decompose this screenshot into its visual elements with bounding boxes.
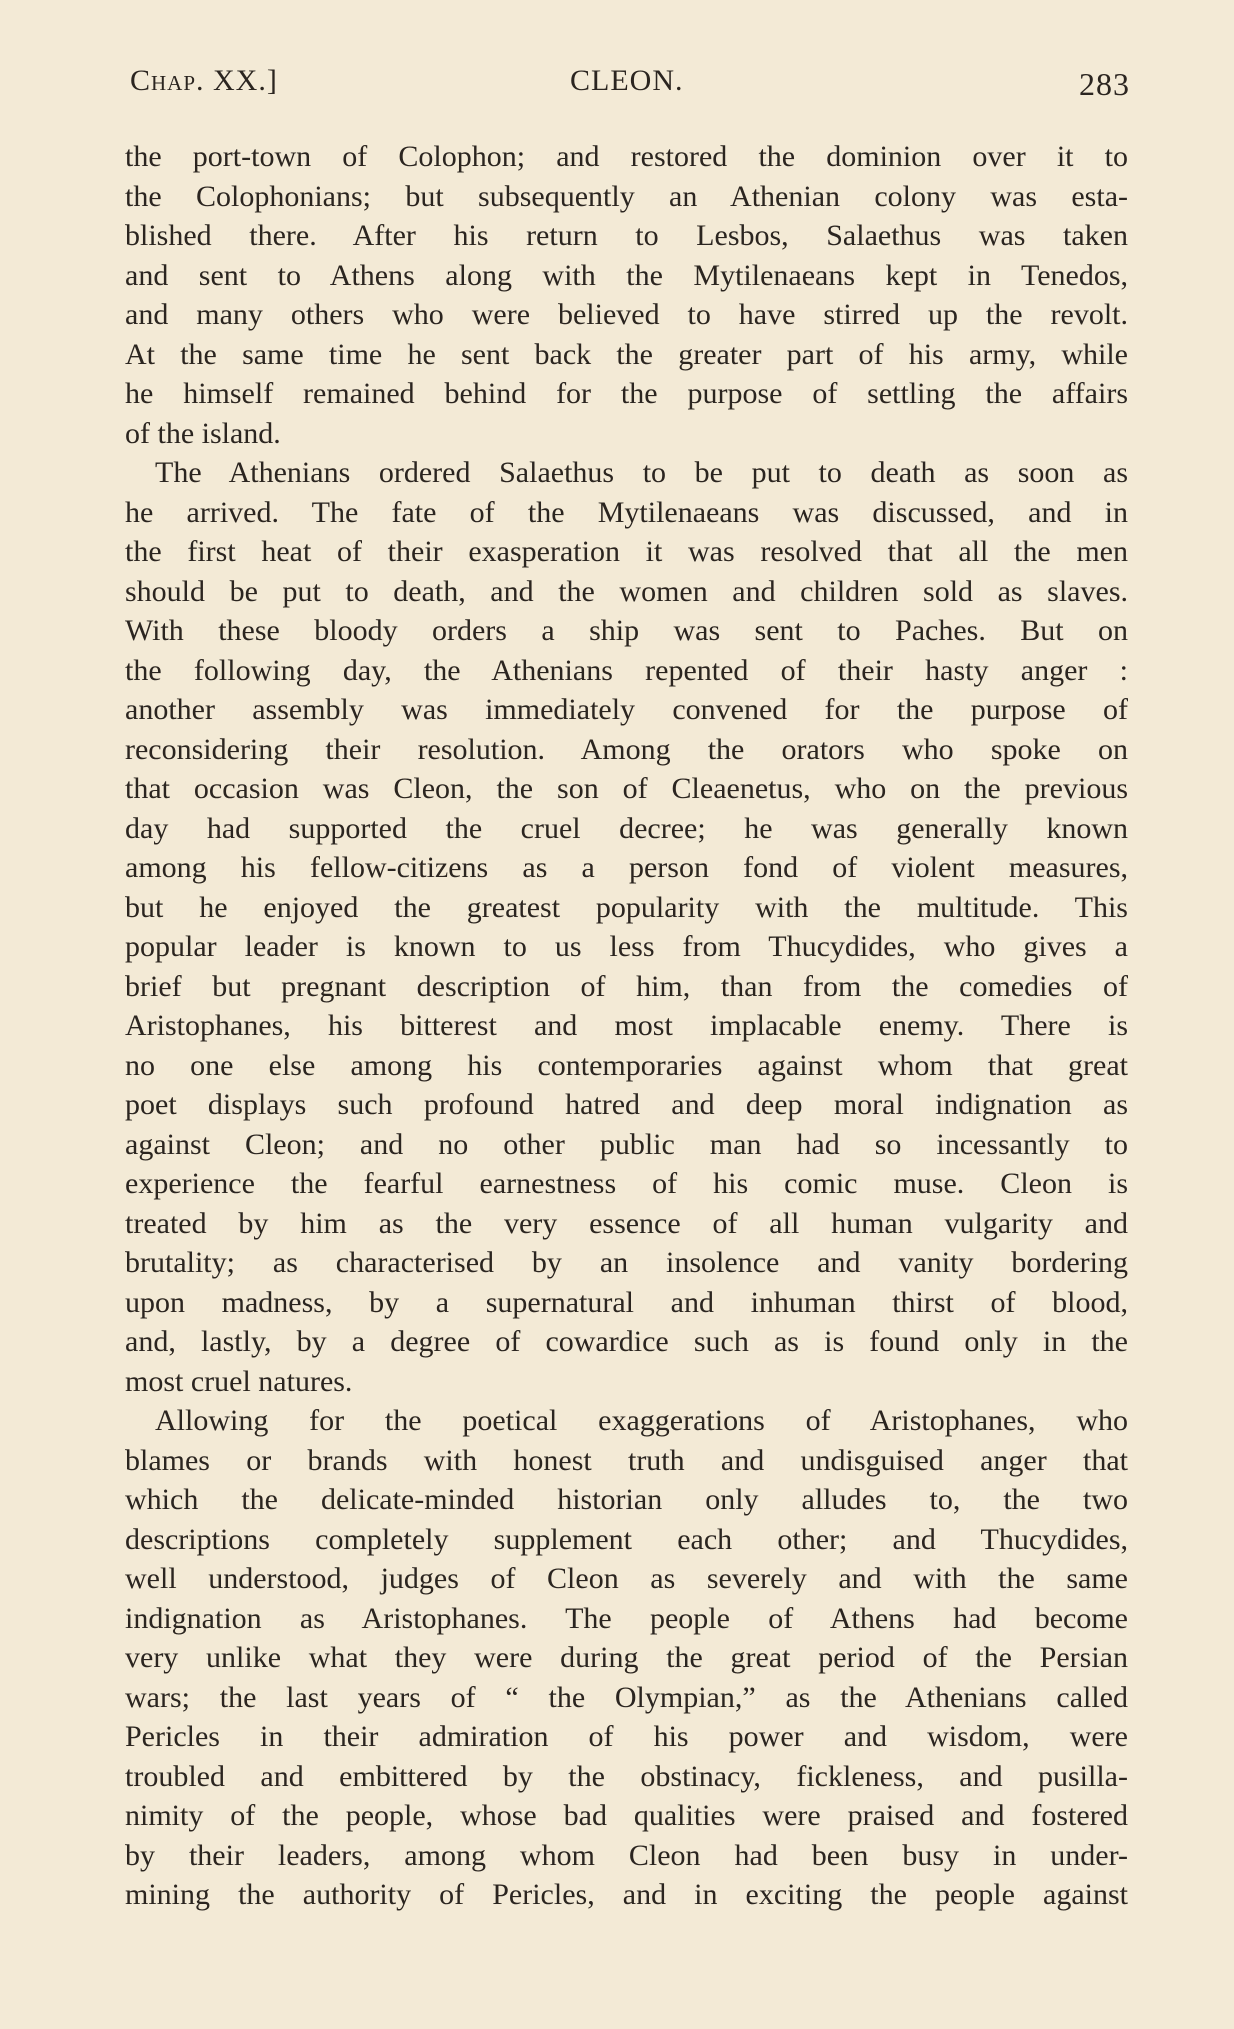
text-line: should be put to death, and the women and children sold as slaves.: [125, 574, 1128, 608]
text-line: Allowing for the poetical exaggerations of Aristophanes, who: [155, 1404, 1128, 1437]
text-line: blames or brands with honest truth and undisguised anger that: [125, 1443, 1128, 1477]
text-line: The Athenians ordered Salaethus to be put to death as soon as: [155, 456, 1128, 489]
text-line: by their leaders, among whom Cleon had been busy in under-: [125, 1838, 1128, 1872]
text-line: the Colophonians; but subsequently an Athenian colony was esta-: [125, 179, 1128, 213]
text-line: indignation as Aristophanes. The people of Athens had become: [125, 1601, 1128, 1635]
text-line: well understood, judges of Cleon as severely and with the same: [125, 1562, 1128, 1595]
text-line: the port-town of Colophon; and restored the dominion over it to: [125, 140, 1128, 173]
text-line: reconsidering their resolution. Among the orators who spoke on: [125, 732, 1128, 766]
text-line: brief but pregnant description of him, than from the comedies of: [125, 969, 1128, 1003]
text-line: and many others who were believed to have stirred up the revolt.: [125, 298, 1128, 331]
text-line: another assembly was immediately convened for the purpose of: [125, 693, 1128, 726]
page-number: 283: [1079, 66, 1130, 102]
text-line: among his fellow-citizens as a person fond of violent measures,: [125, 851, 1128, 884]
text-line: Pericles in their admiration of his power and wisdom, were: [125, 1720, 1128, 1753]
text-line: which the delicate-minded historian only alludes to, the two: [125, 1483, 1128, 1516]
text-line: against Cleon; and no other public man had so incessantly to: [125, 1127, 1128, 1161]
text-line: he arrived. The fate of the Mytilenaeans was discussed, and in: [125, 495, 1128, 529]
text-line: mining the authority of Pericles, and in exciting the people against: [125, 1878, 1128, 1911]
body-text: [125, 137, 1128, 1915]
running-head: [130, 64, 1130, 110]
text-line: most cruel natures.: [125, 1364, 353, 1398]
text-line: the following day, the Athenians repented of their hasty anger :: [125, 653, 1128, 687]
text-line: Aristophanes, his bitterest and most implacable enemy. There is: [125, 1009, 1128, 1042]
text-line: wars; the last years of “ the Olympian,” as the Athenians called: [125, 1680, 1128, 1714]
text-line: very unlike what they were during the great period of the Persian: [125, 1641, 1128, 1674]
text-line: popular leader is known to us less from Thucydides, who gives a: [125, 930, 1128, 963]
text-line: of the island.: [125, 416, 281, 450]
text-line: blished there. After his return to Lesbos, Salaethus was taken: [125, 219, 1128, 252]
text-line: no one else among his contemporaries against whom that great: [125, 1048, 1128, 1082]
text-line: poet displays such profound hatred and deep moral indignation as: [125, 1088, 1128, 1121]
text-line: and, lastly, by a degree of cowardice such as is found only in the: [125, 1325, 1128, 1358]
text-line: At the same time he sent back the greater part of his army, while: [125, 337, 1128, 371]
text-line: With these bloody orders a ship was sent to Paches. But on: [125, 614, 1128, 647]
text-line: descriptions completely supplement each other; and Thucydides,: [125, 1522, 1128, 1556]
text-line: nimity of the people, whose bad qualities were praised and fostered: [125, 1799, 1128, 1832]
text-line: but he enjoyed the greatest popularity with the multitude. This: [125, 890, 1128, 924]
text-line: and sent to Athens along with the Mytilenaeans kept in Tenedos,: [125, 258, 1128, 292]
text-line: upon madness, by a supernatural and inhuman thirst of blood,: [125, 1285, 1128, 1319]
text-line: that occasion was Cleon, the son of Cleaenetus, who on the previous: [125, 772, 1128, 805]
text-line: experience the fearful earnestness of his comic muse. Cleon is: [125, 1167, 1128, 1200]
text-line: day had supported the cruel decree; he was generally known: [125, 811, 1128, 845]
running-title: CLEON.: [570, 64, 684, 97]
text-line: the first heat of their exasperation it was resolved that all the men: [125, 535, 1128, 568]
text-line: troubled and embittered by the obstinacy, fickleness, and pusilla-: [125, 1759, 1128, 1793]
text-line: brutality; as characterised by an insolence and vanity bordering: [125, 1246, 1128, 1279]
text-line: he himself remained behind for the purpose of settling the affairs: [125, 377, 1128, 410]
chapter-reference: Chap. XX.]: [130, 64, 278, 97]
text-line: treated by him as the very essence of all human vulgarity and: [125, 1206, 1128, 1240]
